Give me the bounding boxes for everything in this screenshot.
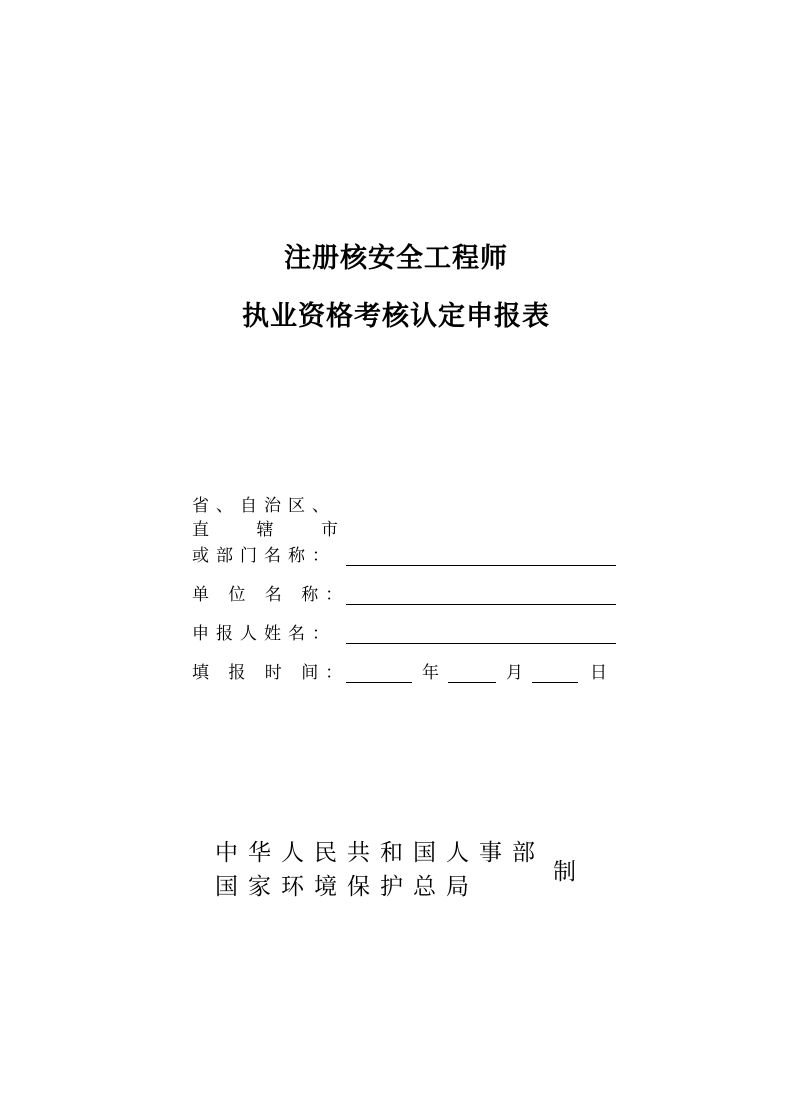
applicant-name-field[interactable] [346, 625, 616, 644]
issuer-suffix: 制 [553, 859, 576, 885]
province-label-line-1: 省、自治区、 [192, 496, 336, 516]
month-field[interactable] [448, 664, 496, 683]
province-label-line-2 [192, 518, 338, 542]
fill-date-label: 填 报 时 间： [192, 663, 350, 683]
month-label: 月 [506, 663, 523, 683]
applicant-name-label: 申报人姓名： [192, 624, 336, 644]
province-label-char-2: 辖 [256, 520, 274, 540]
document-title-line-1: 注册核安全工程师 [284, 243, 508, 274]
issuing-authorities [215, 836, 576, 904]
year-field[interactable] [346, 664, 412, 683]
issuer-line-1: 中华人民共和国人事部 [215, 840, 545, 866]
province-label-char-3: 市 [321, 520, 338, 540]
province-name-field[interactable] [346, 547, 616, 566]
year-label: 年 [422, 663, 439, 683]
day-label: 日 [590, 663, 607, 683]
issuer-line-2: 国家环境保护总局 [215, 874, 479, 900]
unit-name-field[interactable] [346, 586, 616, 605]
province-label-line-3: 或部门名称： [192, 546, 336, 566]
province-label-char-1: 直 [192, 520, 209, 540]
day-field[interactable] [532, 664, 578, 683]
document-title-line-2: 执业资格考核认定申报表 [242, 301, 550, 332]
unit-name-label: 单 位 名 称： [192, 585, 350, 605]
